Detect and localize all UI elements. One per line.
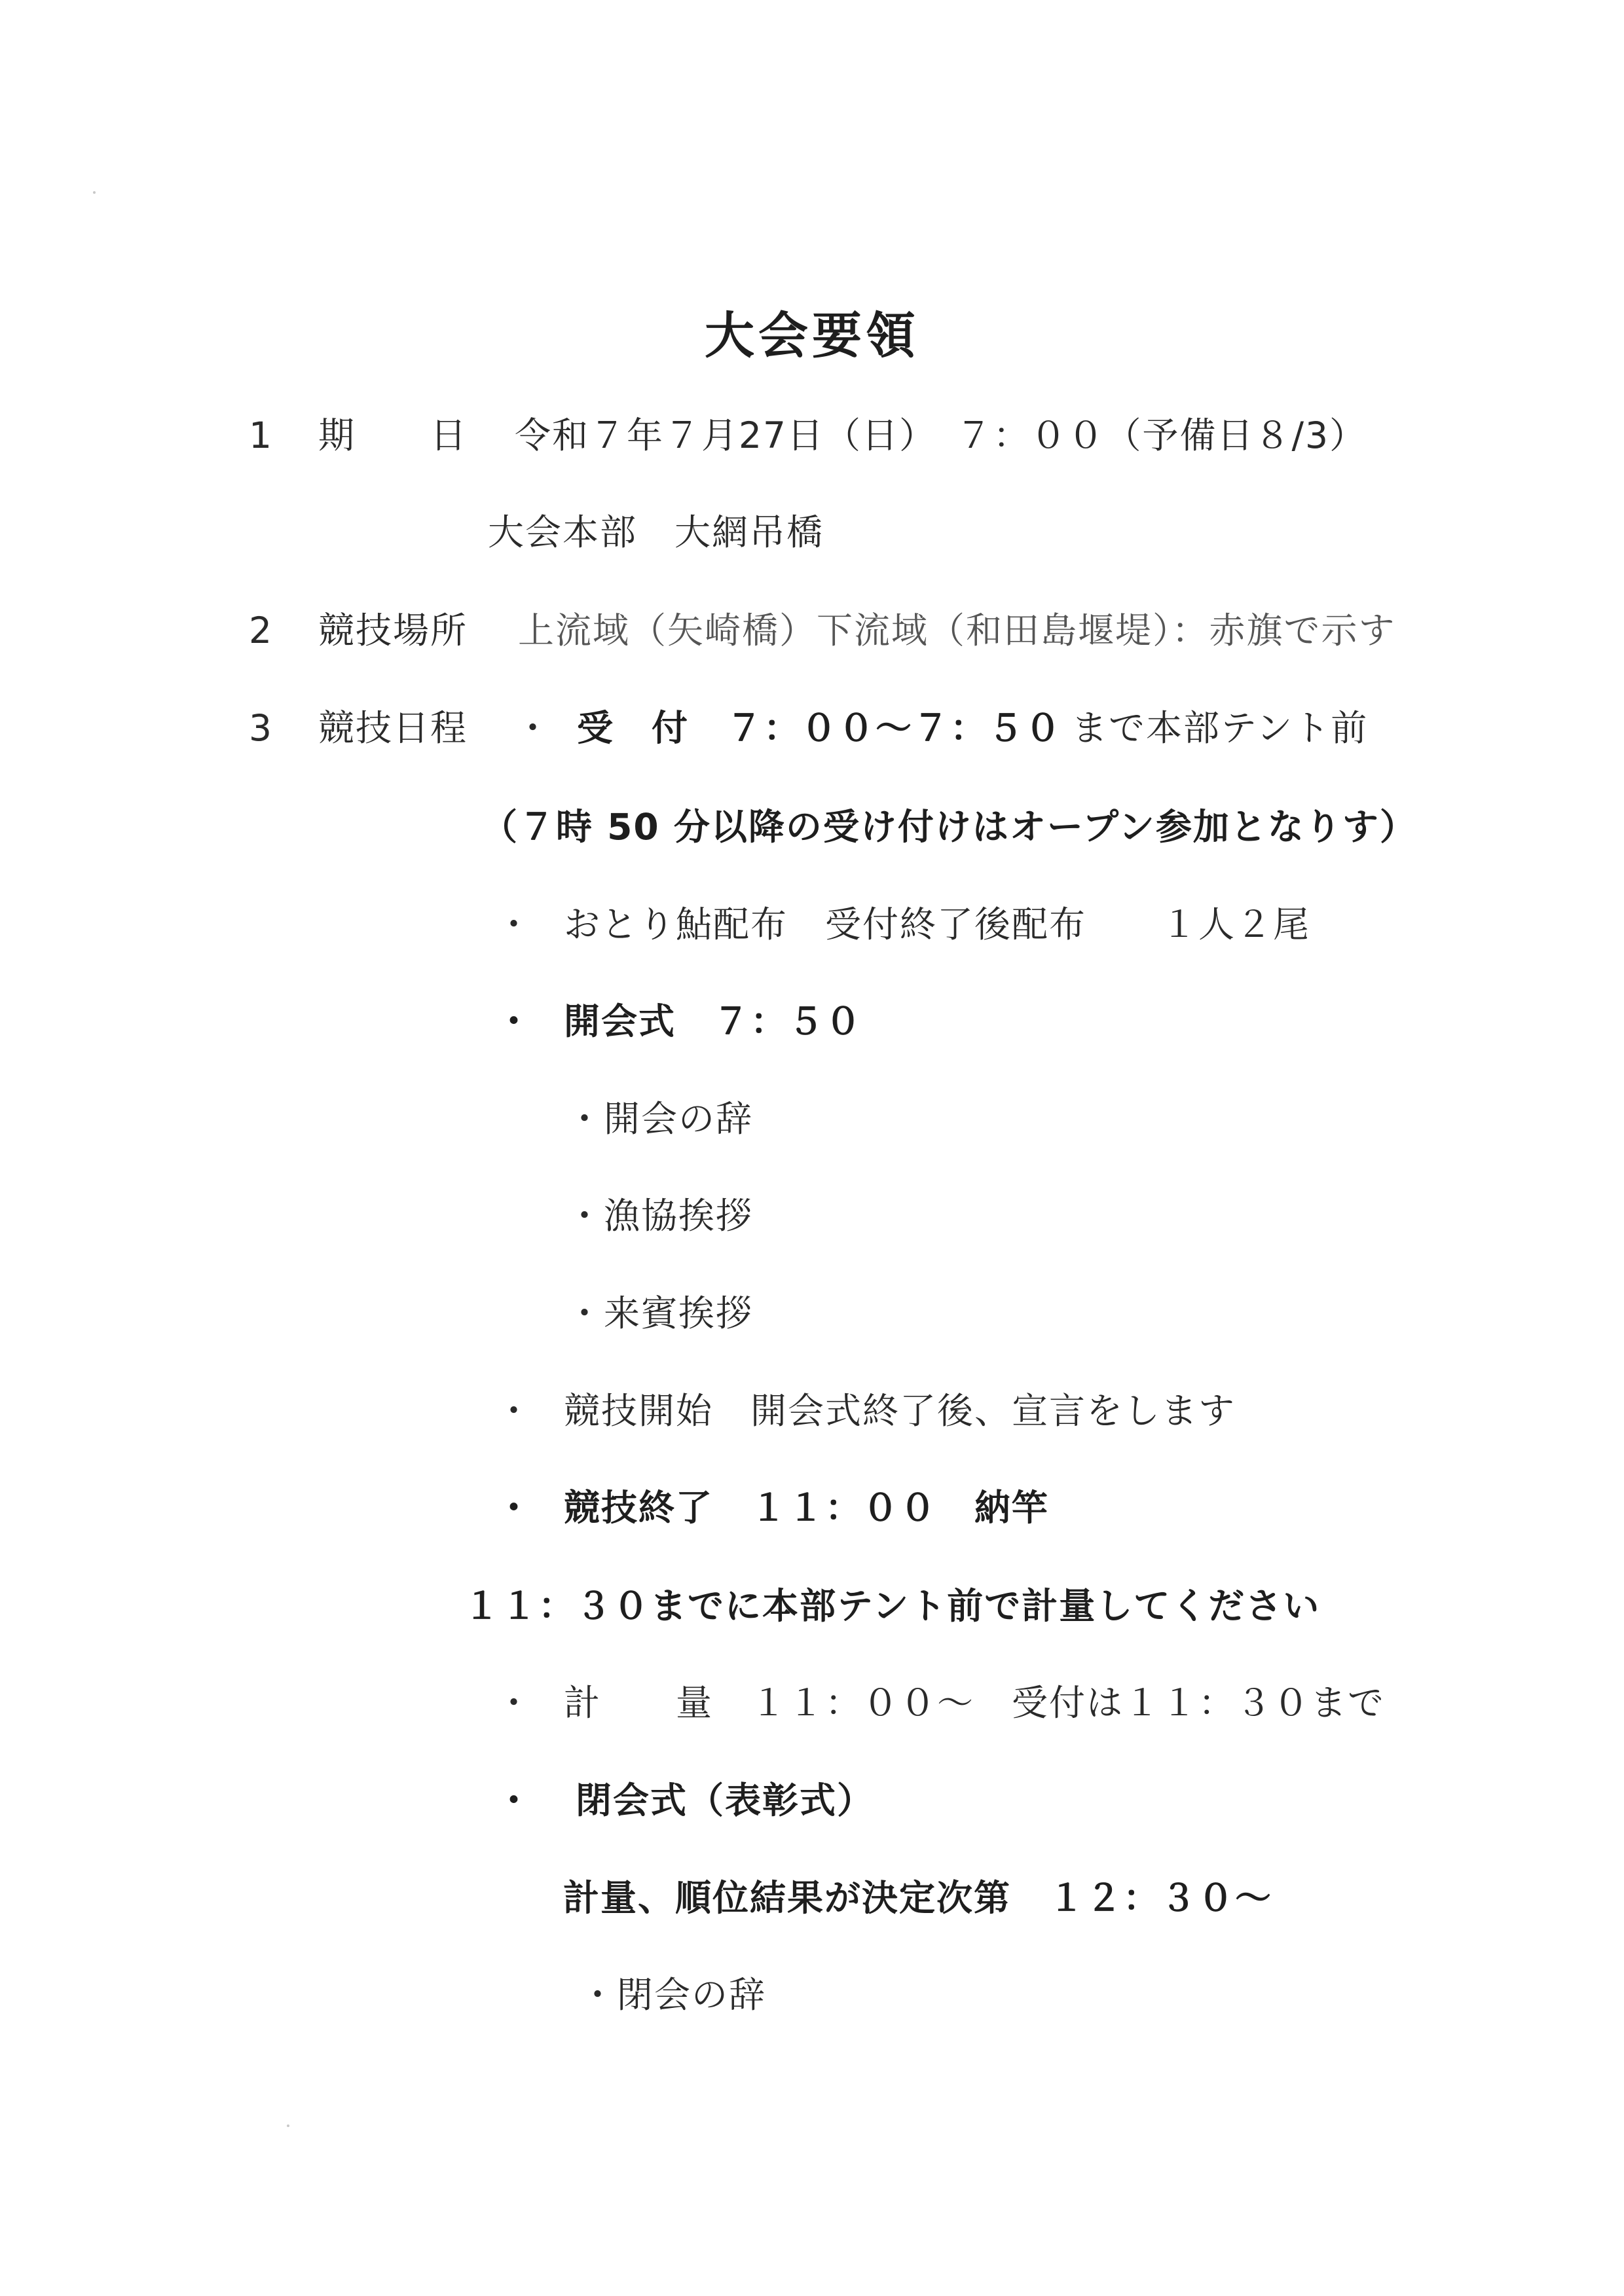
document-title: 大会要領 — [705, 306, 919, 365]
item-date — [249, 412, 1367, 458]
reception-note: （７時 50 分以降の受け付けはオープン参加となりす） — [481, 806, 1417, 848]
item-schedule — [249, 705, 1368, 751]
item-number: 2 — [249, 610, 273, 651]
schedule-opening — [496, 998, 862, 1044]
schedule-start — [496, 1388, 1236, 1434]
weigh-text: 計 量 １１：００～ 受付は１１：３０まで — [564, 1682, 1386, 1724]
item-label: 競技日程 — [318, 707, 468, 749]
item-number: 3 — [249, 707, 273, 749]
bullet: ・ — [515, 707, 553, 749]
bullet: ・ — [496, 1682, 534, 1724]
closing-text: 閉会式（表彰式） — [576, 1779, 875, 1821]
schedule-decoy — [496, 902, 1310, 947]
bullet: ・ — [496, 1000, 534, 1042]
end-text: 競技終了 １１：００ 納竿 — [564, 1487, 1050, 1529]
closing-time: 計量、順位結果が決定次第 １２：３０～ — [563, 1877, 1273, 1919]
opening-sub-item: ・開会の辞 — [566, 1098, 754, 1140]
scan-speck — [93, 191, 96, 194]
item-value: 令和７年７月27日（日） ７：００（予備日８/3） — [515, 414, 1367, 456]
bullet: ・ — [496, 903, 534, 945]
opening-sub-item: ・漁協挨拶 — [566, 1195, 754, 1237]
schedule-end — [496, 1485, 1049, 1531]
reception-place: まで本部テント前 — [1071, 707, 1369, 749]
item-value: 上流域（矢崎橋）下流域（和田島堰堤）：赤旗で示す — [518, 610, 1396, 651]
start-text: 競技開始 開会式終了後、宣言をします — [564, 1390, 1236, 1432]
headquarters-line: 大会本部 大網吊橋 — [488, 511, 824, 553]
weigh-notice: １１：３０までに本部テント前で計量してください — [464, 1585, 1321, 1627]
decoy-text: おとり鮎配布 受付終了後配布 １人２尾 — [564, 903, 1311, 945]
closing-sub-item: ・閉会の辞 — [580, 1974, 767, 2016]
item-number: 1 — [249, 414, 273, 456]
opening-sub-item: ・来賓挨拶 — [566, 1292, 754, 1334]
schedule-weigh — [496, 1680, 1385, 1726]
item-venue — [249, 608, 1396, 653]
bullet: ・ — [496, 1390, 534, 1432]
opening-text: 開会式 ７：５０ — [564, 1000, 863, 1042]
item-label: 期 日 — [318, 414, 468, 456]
item-label: 競技場所 — [318, 610, 468, 651]
reception-time: 受 付 ７：００～７：５０ — [577, 707, 1063, 749]
schedule-closing — [496, 1777, 874, 1823]
bullet: ・ — [496, 1779, 534, 1821]
bullet: ・ — [496, 1487, 534, 1529]
scan-speck — [287, 2124, 289, 2127]
